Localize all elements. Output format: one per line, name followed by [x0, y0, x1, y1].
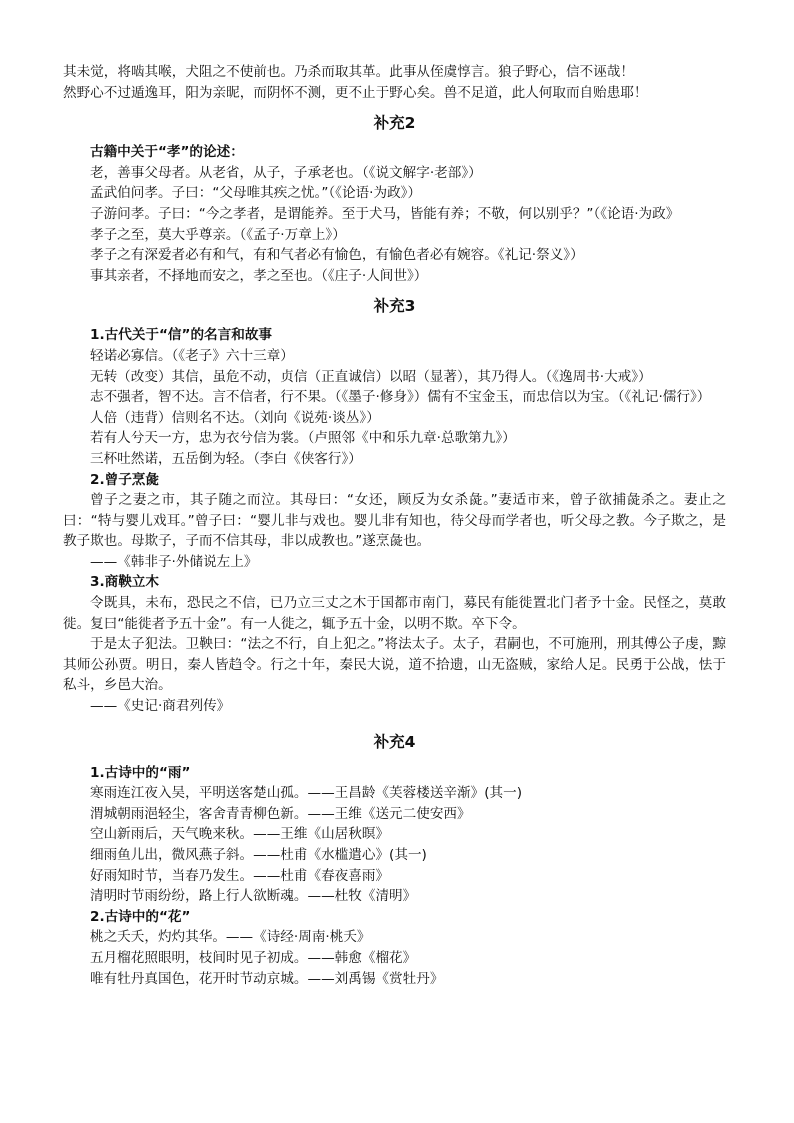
story-paragraph: 令既具，未布，恐民之不信，已乃立三丈之木于国都市南门，募民有能徙置北门者予十金。民怪之，莫敢徙。复曰“能徙者予五十金”。有一人徙之，辄予五十金，以明不欺。卒下令。	[63, 595, 726, 632]
section-heading-2: 补充2	[373, 114, 416, 133]
quote-item: 无转（改变）其信，虽危不动，贞信（正直诚信）以昭（显著），其乃得人。（《逸周书·大戒》）	[90, 368, 652, 385]
poem-line: 五月榴花照眼明，枝间时见子初成。——韩愈《榴花》	[90, 949, 417, 966]
text-line: 其未觉，将啮其喉，犬阻之不使前也。乃杀而取其革。此事从侄虞惇言。狼子野心，信不诬哉！	[63, 64, 634, 80]
poem-line: 唯有牡丹真国色，花开时节动京城。——刘禹锡《赏牡丹》	[90, 970, 444, 987]
section-subheading: 1.古诗中的“雨”	[90, 764, 191, 781]
section-subheading: 2.古诗中的“花”	[90, 908, 191, 925]
section-subheading: 古籍中关于“孝”的论述：	[90, 144, 244, 161]
quote-item: 孝子之有深爱者必有和气，有和气者必有愉色，有愉色者必有婉容。《礼记·祭义》）	[90, 247, 584, 264]
poem-line: 好雨知时节，当春乃发生。——杜甫《春夜喜雨》	[90, 867, 390, 884]
quote-item: 孝子之至，莫大乎尊亲。（《孟子·万章上》）	[90, 226, 346, 243]
quote-item: 事其亲者，不择地而安之，孝之至也。（《庄子·人间世》）	[90, 267, 428, 284]
poem-line: 寒雨连江夜入吴，平明送客楚山孤。——王昌龄《芙蓉楼送辛渐》(其一)	[90, 785, 523, 802]
section-heading-3: 补充3	[373, 297, 416, 316]
section-subheading: 1.古代关于“信”的名言和故事	[90, 327, 273, 344]
quote-item: 轻诺必寡信。（《老子》六十三章）	[90, 347, 294, 364]
poem-line: 桃之夭夭，灼灼其华。——《诗经·周南·桃夭》	[90, 929, 371, 946]
section-heading-4: 补充4	[373, 732, 416, 751]
quote-item: 志不强者，智不达。言不信者，行不果。（《墨子·修身》）儒有不宝金玉，而忠信以为宝。（《礼记·儒行》）	[90, 389, 711, 406]
story-paragraph: 于是太子犯法。卫鞅曰：“法之不行，自上犯之。”将法太子。太子，君嗣也，不可施刑，刑其傅公子虔，黥其师公孙贾。明日，秦人皆趋令。行之十年，秦民大说，道不拾遗，山无盗贼，家给人足。民勇于公战，怯于私斗，乡邑大治。	[63, 636, 726, 694]
section-subheading: 3.商鞅立木	[90, 574, 159, 591]
quote-item: 老，善事父母者。从老省，从子，子承老也。（《说文解字·老部》）	[90, 164, 482, 181]
poem-line: 细雨鱼儿出，微风燕子斜。——杜甫《水槛遣心》(其一)	[90, 847, 427, 863]
section-subheading: 2.曾子烹彘	[90, 471, 159, 488]
story-source: ——《史记·商君列传》	[90, 698, 231, 715]
quote-item: 三杯吐然诺，五岳倒为轻。（李白《侠客行》）	[90, 450, 362, 467]
quote-item: 若有人兮天一方，忠为衣兮信为裳。（卢照邻《中和乐九章·总歌第九》）	[90, 430, 516, 447]
quote-item: 人倍（违背）信则名不达。（刘向《说苑·谈丛》）	[90, 409, 380, 426]
poem-line: 渭城朝雨浥轻尘，客舍青青柳色新。——王维《送元二使安西》	[90, 805, 471, 822]
quote-item: 子游问孝。子曰：“今之孝者，是谓能养。至于犬马，皆能有养；不敬，何以别乎？”（《论语·为政》	[90, 205, 680, 222]
poem-line: 清明时节雨纷纷，路上行人欲断魂。——杜牧《清明》	[90, 888, 417, 905]
quote-item: 孟武伯问孝。子曰：“父母唯其疾之忧。”（《论语·为政》）	[90, 185, 422, 202]
intro-paragraph	[63, 62, 726, 103]
text-line: 然野心不过遁逸耳，阳为亲昵，而阴怀不测，更不止于野心矣。兽不足道，此人何取而自贻患耶！	[63, 84, 648, 101]
story-paragraph: 曾子之妻之市，其子随之而泣。其母曰：“女还，顾反为女杀彘。”妻适市来，曾子欲捕彘杀之。妻止之曰：“特与婴儿戏耳。”曾子曰：“婴儿非与戏也。婴儿非有知也，待父母而学者也，听父母之教。今子欺之，是教子欺也。母欺子，子而不信其母，非以成教也。”遂烹彘也。	[63, 492, 726, 550]
poem-line: 空山新雨后，天气晚来秋。——王维《山居秋暝》	[90, 826, 390, 843]
story-source: ——《韩非子·外储说左上》	[90, 553, 258, 570]
